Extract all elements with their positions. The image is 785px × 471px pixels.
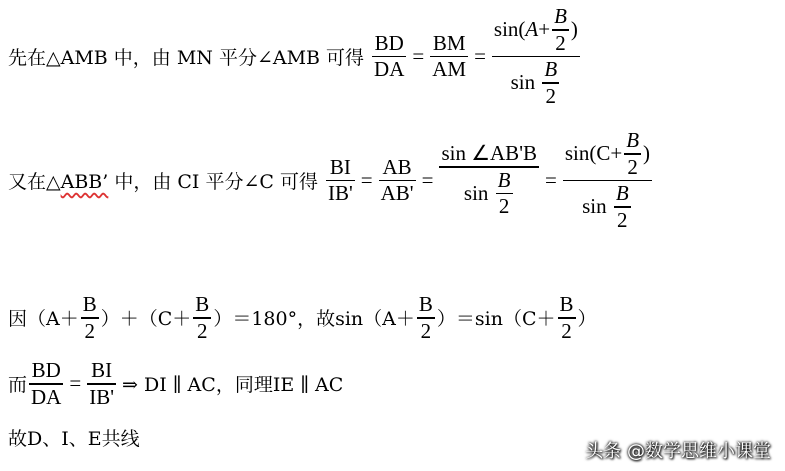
fraction-bm-am: $\frac{BM}{AM}$: [432, 30, 467, 82]
line-3: 因（A＋ $\frac{B}{2}$ ）＋（C＋ $\frac{B}{2}$ ）＝180°，故 sin（A＋ $\frac{B}{2}$ ）＝sin（C＋ $\frac{B}{2}$ ）: [8, 292, 597, 343]
fraction-bd-da: $\frac{BD}{DA}$: [374, 30, 405, 82]
line-5: 故D、I、E共线: [8, 428, 140, 450]
fraction-sin-ratio-1: sin( A + $\frac{B}{2}$ ) sin $\frac{B}{2}$: [493, 4, 578, 108]
line2-prefix: 又在△ABB’ 中，由 CI 平分∠C 可得: [8, 170, 318, 193]
line-1: 先在△AMB 中，由 MN 平分∠AMB 可得 $\frac{BD}{DA}$ = $\frac{BM}{AM}$ = sin( A + $\frac{B}{2}$ ) sin $\frac{B}{2}$: [8, 4, 578, 108]
line-4: 而 $\frac{BD}{DA}$ = $\frac{BI}{IB'}$ ⇒ DI ∥ AC，同理IE ∥ AC: [8, 358, 344, 409]
line-2: 又在△ABB’ 中，由 CI 平分∠C 可得 $\frac{BI}{IB'}$ = $\frac{AB}{AB'}$ = sin ∠AB'B sin $\frac{B}{2}$ = sin(C + $\frac{B}{2}$ ) sin $\frac{B}{2}$: [8, 128, 651, 232]
line1-prefix: 先在△AMB 中，由 MN 平分∠AMB 可得: [8, 46, 365, 69]
watermark: 头条 @数学思维小课堂: [585, 441, 771, 462]
fraction-sin-angle: sin ∠AB'B sin $\frac{B}{2}$: [441, 141, 537, 219]
fraction-sin-ratio-2: sin(C + $\frac{B}{2}$ ) sin $\frac{B}{2}$: [564, 128, 651, 232]
fraction-ab-ab: $\frac{AB}{AB'}$: [380, 154, 414, 206]
fraction-bi-ib: $\frac{BI}{IB'}$: [327, 154, 353, 206]
